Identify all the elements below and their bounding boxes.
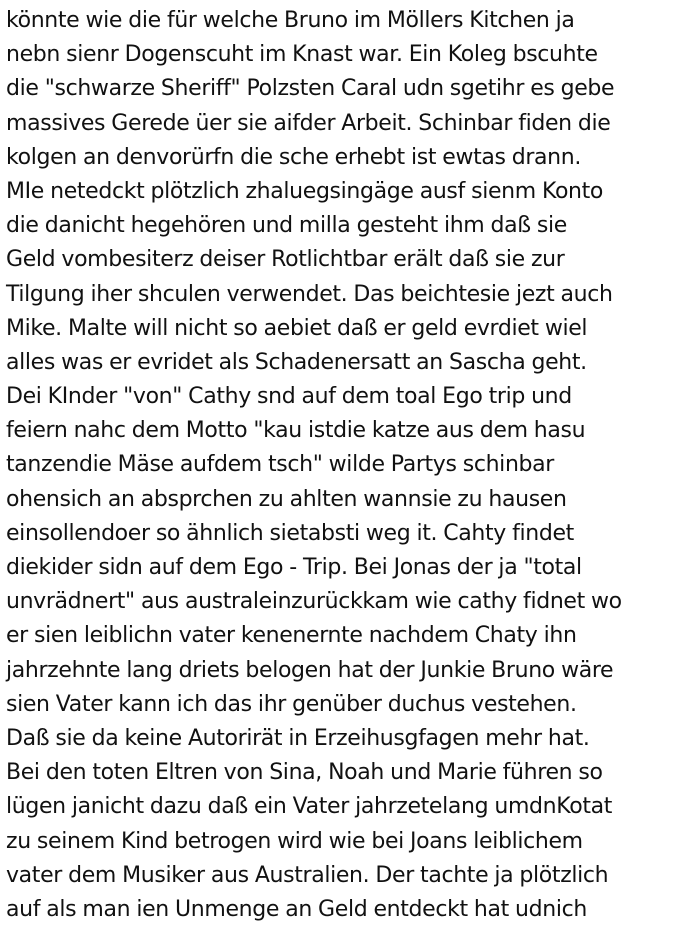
text-line: vater dem Musiker aus Australien. Der tachte ja plötzlich <box>6 862 609 888</box>
text-line: einsollendoer so ähnlich sietabsti weg it. Cahty findet <box>6 520 574 546</box>
text-line: Geld vombesiterz deiser Rotlichtbar erält daß sie zur <box>6 247 565 273</box>
text-line: könnte wie die für welche Bruno im Möllers Kitchen ja <box>6 8 575 33</box>
text-line: Mike. Malte will nicht so aebiet daß er geld evrdiet wiel <box>6 315 588 341</box>
document-text <box>6 4 682 927</box>
text-line: zu seinem Kind betrogen wird wie bei Joans leiblichem <box>6 828 583 854</box>
text-line: MIe netedckt plötzlich zhaluegsingäge ausf sienm Konto <box>6 178 604 204</box>
text-line: massives Gerede üer sie aifder Arbeit. Schinbar fiden die <box>6 110 611 136</box>
text-line: Tilgung iher shculen verwendet. Das beichtesie jezt auch <box>6 281 613 307</box>
text-line: diekider sidn auf dem Ego - Trip. Bei Jonas der ja "total <box>6 555 582 580</box>
text-line: Dei KInder "von" Cathy snd auf dem toal Ego trip und <box>6 384 572 410</box>
text-line: die "schwarze Sheriff" Polzsten Caral udn sgetihr es gebe <box>6 76 615 102</box>
text-line: Bei den toten Eltren von Sina, Noah und Marie führen so <box>6 760 603 786</box>
text-line: lügen janicht dazu daß ein Vater jahrzetelang umdnKotat <box>6 794 613 820</box>
text-line: die danicht hegehören und milla gesteht ihm daß sie <box>6 213 567 239</box>
text-line: er sien leiblichn vater kenenernte nachdem Chaty ihn <box>6 623 577 649</box>
text-line: kolgen an denvorürfn die sche erhebt ist ewtas drann. <box>6 144 582 170</box>
text-line: ohensich an absprchen zu ahlten wannsie zu hausen <box>6 486 567 512</box>
text-line: auf als man ien Unmenge an Geld entdeckt hat udnich <box>6 896 587 922</box>
text-line: unvrädnert" aus australeinzurückkam wie cathy fidnet wo <box>6 589 622 615</box>
text-line: alles was er evridet als Schadenersatt an Sascha geht. <box>6 349 587 375</box>
text-line: feiern nahc dem Motto "kau istdie katze aus dem hasu <box>6 418 586 444</box>
text-line: Daß sie da keine Autorirät in Erzeihusgfagen mehr hat. <box>6 725 590 751</box>
text-line: jahrzehnte lang driets belogen hat der Junkie Bruno wäre <box>6 657 614 683</box>
text-line: sien Vater kann ich das ihr genüber duchus vestehen. <box>6 691 577 717</box>
text-line: nebn sienr Dogenscuht im Knast war. Ein Koleg bscuhte <box>6 42 598 68</box>
text-line: tanzendie Mäse aufdem tsch" wilde Partys schinbar <box>6 452 554 478</box>
